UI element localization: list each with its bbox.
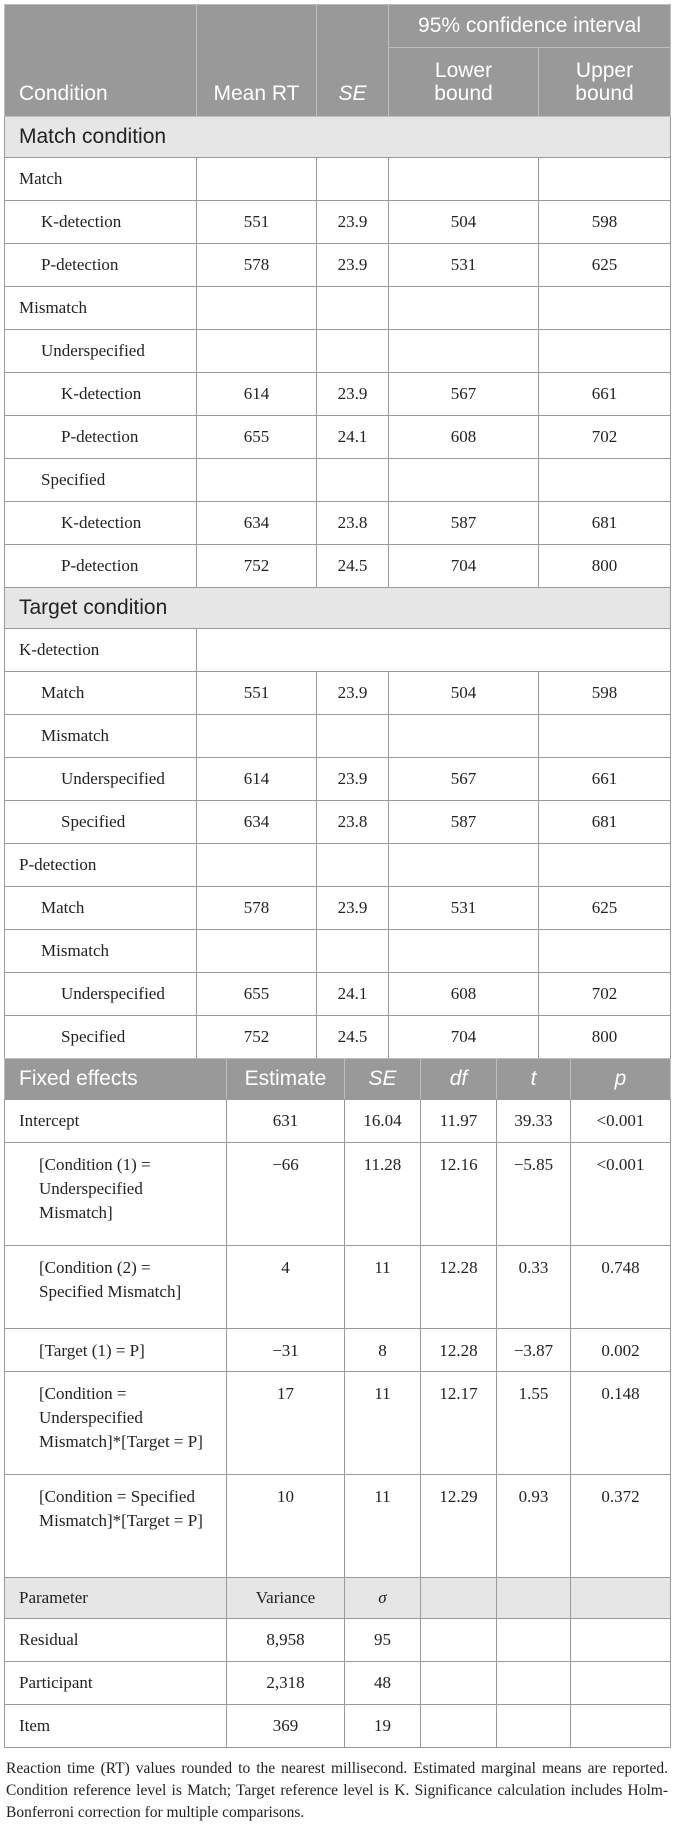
cell-mean: 551 (197, 201, 317, 244)
table-row (5, 758, 671, 801)
fixed-effects-table (4, 1058, 671, 1100)
fixed-effect-row (5, 1475, 671, 1578)
cell-se: 11.28 (345, 1143, 421, 1246)
cell-parameter: Item (5, 1705, 227, 1748)
header-estimate: Estimate (227, 1059, 345, 1100)
empty (571, 1705, 671, 1748)
cell-upper: 681 (539, 502, 671, 545)
cell-se: 8 (345, 1329, 421, 1372)
row-label: K-detection (5, 629, 197, 672)
row-label: Match (5, 887, 197, 930)
cell-sigma: 48 (345, 1662, 421, 1705)
cell-p: <0.001 (571, 1143, 671, 1246)
cell-mean: 634 (197, 502, 317, 545)
cell-lower: 608 (389, 416, 539, 459)
cell-lower: 567 (389, 758, 539, 801)
header-parameter: Parameter (5, 1578, 227, 1619)
cell-t: 39.33 (497, 1100, 571, 1143)
cell-variance: 369 (227, 1705, 345, 1748)
cell-estimate: 10 (227, 1475, 345, 1578)
cell-p: 0.748 (571, 1246, 671, 1329)
cell-p: 0.002 (571, 1329, 671, 1372)
cell-lower: 587 (389, 801, 539, 844)
cell-lower: 504 (389, 672, 539, 715)
empty (421, 1578, 497, 1619)
random-effect-row (5, 1662, 671, 1705)
table-row (5, 459, 671, 502)
means-table (4, 4, 671, 1059)
cell-se: 23.9 (317, 201, 389, 244)
empty (497, 1578, 571, 1619)
row-label: P-detection (5, 844, 197, 887)
cell-mean: 614 (197, 758, 317, 801)
cell-lower: 504 (389, 201, 539, 244)
table-row (5, 244, 671, 287)
document (4, 4, 670, 1840)
header-t: t (497, 1059, 571, 1100)
row-label: Underspecified (5, 758, 197, 801)
table-row (5, 201, 671, 244)
table-row (5, 844, 671, 887)
fixed-effects-body (4, 1099, 671, 1748)
cell-df: 12.17 (421, 1372, 497, 1475)
cell-term: [Condition (2) = Specified Mismatch] (5, 1246, 227, 1329)
cell-estimate: −66 (227, 1143, 345, 1246)
random-effects-header (5, 1578, 671, 1619)
table-row (5, 801, 671, 844)
section-title: Target condition (5, 588, 671, 629)
cell-se: 24.5 (317, 1016, 389, 1059)
cell-se: 23.9 (317, 887, 389, 930)
row-label: Match (5, 158, 197, 201)
table-row (5, 1016, 671, 1059)
section-target-condition (5, 588, 671, 629)
cell-se: 23.8 (317, 801, 389, 844)
fixed-effect-row (5, 1372, 671, 1475)
empty (571, 1619, 671, 1662)
cell-sigma: 95 (345, 1619, 421, 1662)
empty (571, 1578, 671, 1619)
cell-term: [Condition = Specified Mismatch]*[Target = P] (5, 1475, 227, 1578)
cell-mean: 634 (197, 801, 317, 844)
cell-lower: 608 (389, 973, 539, 1016)
means-header-row-1 (5, 5, 671, 48)
cell-df: 12.28 (421, 1329, 497, 1372)
cell-mean: 578 (197, 887, 317, 930)
header-sigma: σ (345, 1578, 421, 1619)
empty (497, 1619, 571, 1662)
cell-sigma: 19 (345, 1705, 421, 1748)
cell-lower: 531 (389, 244, 539, 287)
cell-upper: 681 (539, 801, 671, 844)
cell-variance: 2,318 (227, 1662, 345, 1705)
table-row (5, 629, 671, 672)
cell-se: 24.1 (317, 973, 389, 1016)
cell-mean: 614 (197, 373, 317, 416)
cell-upper: 625 (539, 244, 671, 287)
header-df: df (421, 1059, 497, 1100)
header-ci: 95% confidence interval (389, 5, 671, 48)
fixed-effect-row (5, 1143, 671, 1246)
row-label: Mismatch (5, 715, 197, 758)
cell-term: [Condition (1) = Underspecified Mismatch] (5, 1143, 227, 1246)
cell-se: 23.8 (317, 502, 389, 545)
empty (421, 1619, 497, 1662)
table-row (5, 416, 671, 459)
header-variance: Variance (227, 1578, 345, 1619)
empty (497, 1705, 571, 1748)
cell-se: 11 (345, 1372, 421, 1475)
cell-df: 12.16 (421, 1143, 497, 1246)
cell-parameter: Participant (5, 1662, 227, 1705)
row-label: Match (5, 672, 197, 715)
row-label: P-detection (5, 416, 197, 459)
table-footnote: Reaction time (RT) values rounded to the nearest millisecond. Estimated marginal means are reported. Condition reference level is Match; Target reference level is K. Significance calculation includes Holm-Bonferroni correction for multiple comparisons. (6, 1760, 668, 1821)
cell-upper: 661 (539, 758, 671, 801)
table-row (5, 887, 671, 930)
empty (497, 1662, 571, 1705)
cell-se: 24.5 (317, 545, 389, 588)
cell-term: [Target (1) = P] (5, 1329, 227, 1372)
cell-estimate: −31 (227, 1329, 345, 1372)
row-label: K-detection (5, 373, 197, 416)
cell-se: 11 (345, 1246, 421, 1329)
random-effect-row (5, 1619, 671, 1662)
cell-p: 0.148 (571, 1372, 671, 1475)
cell-df: 11.97 (421, 1100, 497, 1143)
row-label: Specified (5, 801, 197, 844)
cell-mean: 752 (197, 545, 317, 588)
table-row (5, 373, 671, 416)
cell-estimate: 17 (227, 1372, 345, 1475)
cell-se: 23.9 (317, 758, 389, 801)
table-row (5, 502, 671, 545)
header-lower-bound: Lower bound (389, 48, 539, 117)
row-label: K-detection (5, 201, 197, 244)
header-condition: Condition (5, 5, 197, 117)
row-label: Underspecified (5, 973, 197, 1016)
cell-df: 12.28 (421, 1246, 497, 1329)
cell-se: 16.04 (345, 1100, 421, 1143)
table-row (5, 973, 671, 1016)
cell-t: 0.33 (497, 1246, 571, 1329)
cell-upper: 661 (539, 373, 671, 416)
cell-mean: 551 (197, 672, 317, 715)
cell-mean: 655 (197, 973, 317, 1016)
header-se: SE (345, 1059, 421, 1100)
cell-t: 1.55 (497, 1372, 571, 1475)
table-row (5, 287, 671, 330)
cell-p: <0.001 (571, 1100, 671, 1143)
table-row (5, 545, 671, 588)
cell-lower: 567 (389, 373, 539, 416)
empty (421, 1662, 497, 1705)
table-row (5, 715, 671, 758)
cell-estimate: 631 (227, 1100, 345, 1143)
cell-p: 0.372 (571, 1475, 671, 1578)
fixed-effect-row (5, 1329, 671, 1372)
cell-upper: 800 (539, 545, 671, 588)
row-label: K-detection (5, 502, 197, 545)
cell-lower: 587 (389, 502, 539, 545)
cell-se: 23.9 (317, 373, 389, 416)
cell-term: [Condition = Underspecified Mismatch]*[Target = P] (5, 1372, 227, 1475)
cell-upper: 625 (539, 887, 671, 930)
table-row (5, 330, 671, 373)
header-se: SE (317, 5, 389, 117)
fixed-effect-row (5, 1100, 671, 1143)
cell-t: −3.87 (497, 1329, 571, 1372)
row-label: P-detection (5, 244, 197, 287)
empty (571, 1662, 671, 1705)
cell-lower: 531 (389, 887, 539, 930)
header-mean-rt: Mean RT (197, 5, 317, 117)
random-effect-row (5, 1705, 671, 1748)
cell-mean: 578 (197, 244, 317, 287)
row-label: Mismatch (5, 287, 197, 330)
section-title: Match condition (5, 117, 671, 158)
row-label: P-detection (5, 545, 197, 588)
header-fixed-effects: Fixed effects (5, 1059, 227, 1100)
cell-t: −5.85 (497, 1143, 571, 1246)
fixed-effect-row (5, 1246, 671, 1329)
header-p: p (571, 1059, 671, 1100)
cell-t: 0.93 (497, 1475, 571, 1578)
row-label: Underspecified (5, 330, 197, 373)
cell-se: 23.9 (317, 244, 389, 287)
header-upper-bound: Upper bound (539, 48, 671, 117)
cell-mean: 752 (197, 1016, 317, 1059)
cell-mean: 655 (197, 416, 317, 459)
cell-upper: 702 (539, 973, 671, 1016)
cell-lower: 704 (389, 1016, 539, 1059)
cell-se: 11 (345, 1475, 421, 1578)
cell-upper: 702 (539, 416, 671, 459)
table-row (5, 158, 671, 201)
cell-lower: 704 (389, 545, 539, 588)
table-row (5, 672, 671, 715)
cell-upper: 598 (539, 672, 671, 715)
cell-upper: 598 (539, 201, 671, 244)
row-label: Specified (5, 459, 197, 502)
table-row (5, 930, 671, 973)
cell-df: 12.29 (421, 1475, 497, 1578)
row-label: Mismatch (5, 930, 197, 973)
cell-variance: 8,958 (227, 1619, 345, 1662)
cell-term: Intercept (5, 1100, 227, 1143)
cell-upper: 800 (539, 1016, 671, 1059)
empty (421, 1705, 497, 1748)
row-label: Specified (5, 1016, 197, 1059)
cell-se: 24.1 (317, 416, 389, 459)
cell-parameter: Residual (5, 1619, 227, 1662)
cell-estimate: 4 (227, 1246, 345, 1329)
cell-se: 23.9 (317, 672, 389, 715)
section-match-condition (5, 117, 671, 158)
fixed-effects-header (5, 1059, 671, 1100)
